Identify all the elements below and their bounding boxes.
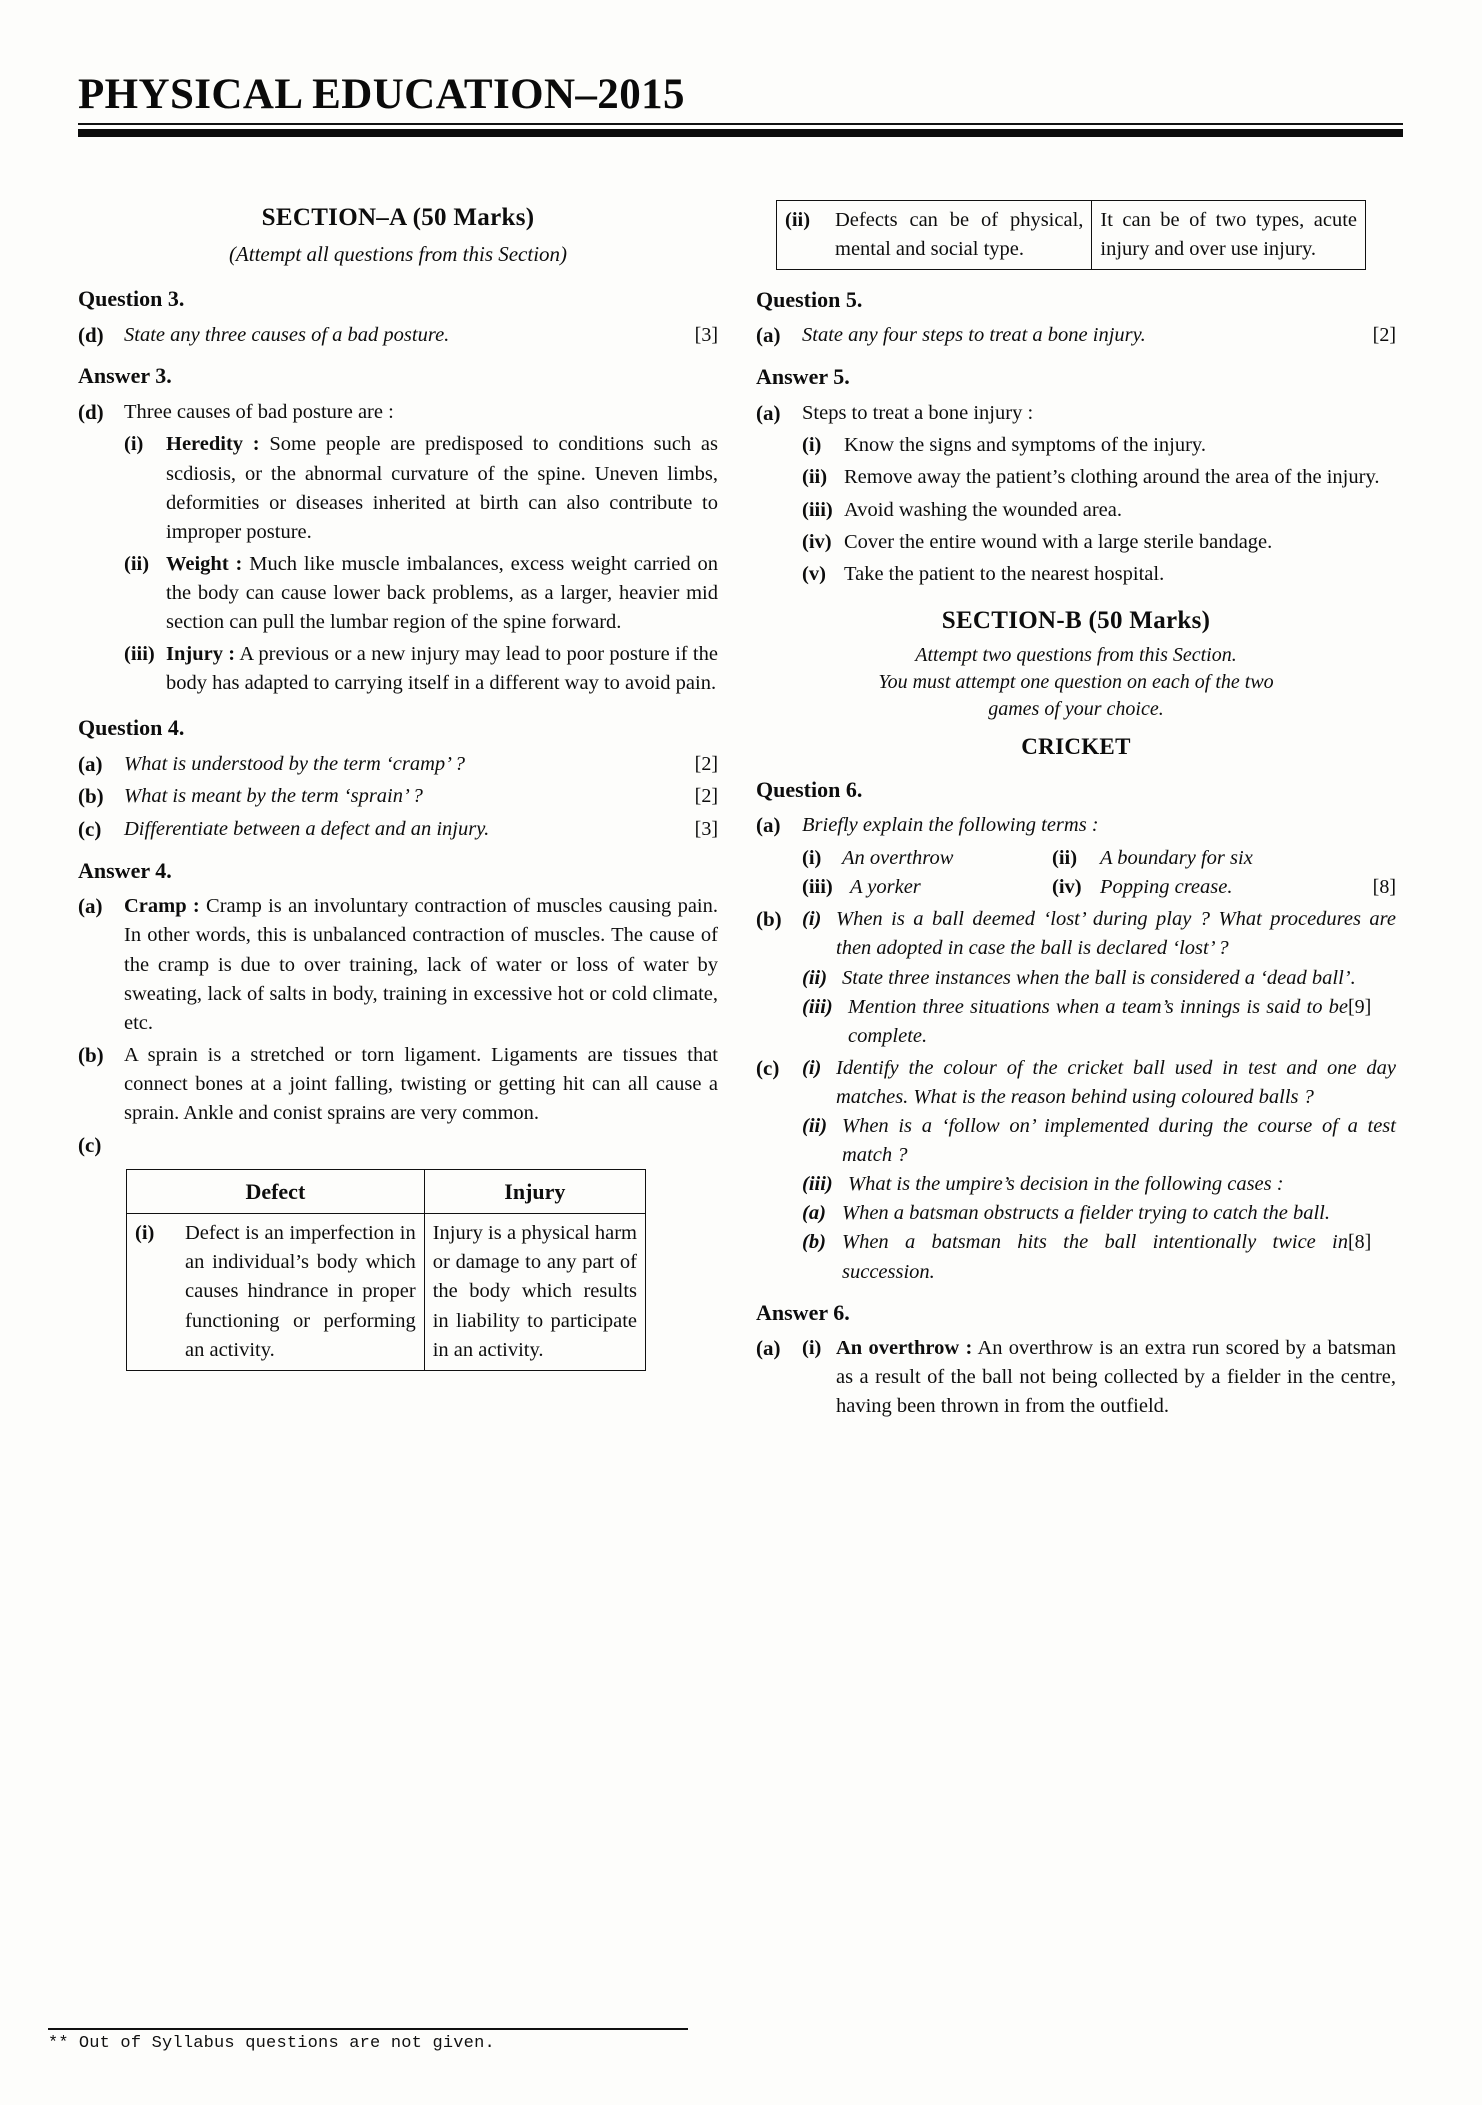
point-label: (iii) <box>802 498 833 521</box>
term-iv <box>1052 873 1348 902</box>
section-b-instruction-line-2: You must attempt one question on each of the two <box>878 671 1274 694</box>
answer-5-heading: Answer 5. <box>756 364 850 390</box>
item-marks: [8] <box>1348 1231 1372 1254</box>
point-term: Heredity : <box>166 433 260 456</box>
answer-3-lead <box>78 398 718 428</box>
answer-5-point-i <box>802 431 1396 460</box>
part-c-item-iii <box>802 1170 1396 1199</box>
table-header-row <box>127 1169 646 1213</box>
footnote-text: Out of Syllabus questions are not given. <box>78 2034 495 2053</box>
item-label: (d) <box>78 399 104 424</box>
point-label: (iii) <box>802 1173 833 1196</box>
question-6-heading: Question 6. <box>756 777 863 803</box>
point-body <box>836 1334 1396 1421</box>
question-4-heading: Question 4. <box>78 715 185 741</box>
part-b-item-i <box>802 905 1396 963</box>
point-label: (i) <box>802 1336 822 1359</box>
item-text: State any three causes of a bad posture. <box>124 323 450 346</box>
part-c-item-a <box>802 1199 1396 1228</box>
item-text: A sprain is a stretched or torn ligament. Ligaments are tissues that connect bones at a joint falling, twisting or getting hit can all cause a sprain. Ankle and conist sprains are very common. <box>124 1043 718 1125</box>
part-c-item-b <box>802 1228 1396 1286</box>
point-text: Take the patient to the nearest hospital. <box>844 562 1165 585</box>
item-label: (b) <box>756 907 782 932</box>
answer-5-lead <box>756 399 1396 429</box>
part-b-item-ii <box>802 964 1396 993</box>
answer-term: An overthrow : <box>836 1336 973 1359</box>
answer-3-point-ii <box>124 550 718 637</box>
answer-5-point-iii <box>802 496 1396 525</box>
answer-3-heading: Answer 3. <box>78 363 172 389</box>
footnote-rule <box>48 2028 688 2030</box>
point-text: When is a ‘follow on’ implemented during the course of a test match ? <box>842 1115 1396 1167</box>
question-3-item-d <box>78 321 718 351</box>
term-label: (i) <box>802 847 822 870</box>
item-marks: [2] <box>694 752 718 775</box>
point-label: (iv) <box>802 530 832 553</box>
term-i <box>802 844 1052 873</box>
item-label: (a) <box>78 894 103 919</box>
item-text: What is understood by the term ‘cramp’ ? <box>124 752 466 775</box>
point-label: (i) <box>802 908 822 931</box>
term-text: Popping crease. <box>1100 876 1233 899</box>
question-5-item-a <box>756 321 1396 351</box>
question-5-heading: Question 5. <box>756 287 863 313</box>
point-label: (ii) <box>802 966 828 989</box>
answer-6-part-a <box>756 1334 1396 1421</box>
point-label: (i) <box>802 434 822 457</box>
section-b-instruction-line-1: Attempt two questions from this Section. <box>915 644 1237 667</box>
row-number: (ii) <box>777 201 828 270</box>
term-text: A boundary for six <box>1100 847 1253 870</box>
item-text <box>124 892 718 1038</box>
item-marks: [3] <box>694 323 718 346</box>
item-label: (b) <box>78 784 104 809</box>
item-text: Three causes of bad posture are : <box>124 400 394 423</box>
header-rule-thin <box>78 123 1403 125</box>
part-c-item-i <box>802 1054 1396 1112</box>
point-label: (ii) <box>802 466 828 489</box>
answer-5-points <box>802 431 1396 589</box>
two-column-body <box>78 200 1418 1424</box>
item-label: (a) <box>78 751 103 776</box>
answer-3-point-i <box>124 430 718 546</box>
point-label: (i) <box>124 433 144 456</box>
footnote-line <box>48 2034 748 2053</box>
point-text: Cover the entire wound with a large sterile bandage. <box>844 530 1273 553</box>
item-label: (a) <box>756 813 781 838</box>
table-header-defect: Defect <box>127 1169 425 1213</box>
item-text: Differentiate between a defect and an injury. <box>124 818 490 841</box>
answer-5-point-iv <box>802 528 1396 557</box>
row-number: (i) <box>127 1214 178 1371</box>
point-body <box>166 550 718 637</box>
answer-5-point-v <box>802 560 1396 589</box>
section-a-heading: SECTION–A (50 Marks) <box>261 204 535 231</box>
question-4-item-c <box>78 815 718 845</box>
page-title: PHYSICAL EDUCATION–2015 <box>78 71 685 118</box>
point-label: (a) <box>802 1202 826 1225</box>
point-body <box>166 640 718 698</box>
section-b-instruction-line-3: games of your choice. <box>988 698 1164 721</box>
point-label: (ii) <box>802 1115 828 1138</box>
question-4-item-a <box>78 750 718 780</box>
point-text: When a batsman obstructs a fielder trying to catch the ball. <box>842 1202 1330 1225</box>
answer-4-part-b <box>78 1041 718 1128</box>
section-b-heading: SECTION-B (50 Marks) <box>941 606 1211 634</box>
point-term: Weight : <box>166 552 243 575</box>
point-text: State three instances when the ball is considered a ‘dead ball’. <box>842 966 1356 989</box>
point-label: (v) <box>802 562 826 585</box>
item-label: (b) <box>78 1042 104 1067</box>
term-label: (iv) <box>1052 876 1082 899</box>
cell-injury: Injury is a physical harm or damage to any part of the body which results in liability to participate in an activity. <box>424 1214 645 1371</box>
item-text: Briefly explain the following terms : <box>802 814 1099 837</box>
point-text: Much like muscle imbalances, excess weight carried on the body can cause lower back problems, as a larger, heavier mid section can pull the lumbar region of the spine forward. <box>166 552 718 634</box>
point-label: (i) <box>802 1056 822 1079</box>
question-6-part-a-terms <box>802 844 1396 902</box>
question-6-part-a <box>756 811 1396 841</box>
table-row <box>777 201 1366 270</box>
item-label: (c) <box>78 1133 102 1158</box>
table-header-injury: Injury <box>424 1169 645 1213</box>
point-label: (iii) <box>124 643 155 666</box>
answer-3-points <box>124 430 718 698</box>
answer-6-point-i <box>802 1334 1396 1421</box>
question-4-item-b <box>78 782 718 812</box>
right-column <box>756 200 1396 1424</box>
item-text: What is meant by the term ‘sprain’ ? <box>124 785 423 808</box>
term-text: An overthrow <box>842 847 954 870</box>
game-heading-cricket: CRICKET <box>1021 734 1131 760</box>
answer-5-point-ii <box>802 463 1396 492</box>
terms-row-2 <box>802 873 1396 902</box>
item-marks: [3] <box>694 818 718 841</box>
point-text: Avoid washing the wounded area. <box>844 498 1123 521</box>
point-label: (ii) <box>124 552 150 575</box>
answer-3-point-iii <box>124 640 718 698</box>
point-label: (iii) <box>802 995 833 1018</box>
point-text: Know the signs and symptoms of the injury. <box>844 434 1206 457</box>
item-label: (a) <box>756 1335 781 1360</box>
answer-text: An overthrow is an extra run scored by a batsman as a result of the ball not being collected by a fielder in the centre, having been thrown in from the outfield. <box>836 1336 1396 1418</box>
point-term: Injury : <box>166 643 236 666</box>
left-column <box>78 200 718 1424</box>
item-marks: [9] <box>1348 995 1372 1018</box>
item-marks: [2] <box>694 785 718 808</box>
term-label: (iii) <box>802 876 833 899</box>
footnote-marker: ** <box>48 2034 69 2053</box>
item-text: Steps to treat a bone injury : <box>802 401 1034 424</box>
point-body <box>166 430 718 546</box>
table-row <box>127 1214 646 1371</box>
term-iii <box>802 873 1052 902</box>
question-3-heading: Question 3. <box>78 286 185 312</box>
answer-4-part-c-label-row <box>78 1131 718 1161</box>
answer-text: Cramp is an involuntary contraction of muscles causing pain. In other words, this is unbalanced contraction of muscles. The cause of the cramp is due to over training, lack of water or loss of water by sweating, lack of salts in body, training in excessive hot or cold climate, etc. <box>124 895 718 1034</box>
item-label: (a) <box>756 400 781 425</box>
point-text: What is the umpire’s decision in the following cases : <box>848 1173 1284 1196</box>
cell-defect: Defects can be of physical, mental and social type. <box>827 201 1092 270</box>
point-text: Remove away the patient’s clothing around the area of the injury. <box>844 466 1380 489</box>
answer-4-heading: Answer 4. <box>78 858 172 884</box>
point-text: Mention three situations when a team’s innings is said to be complete. <box>848 995 1348 1047</box>
section-a-instruction: (Attempt all questions from this Section) <box>228 241 568 266</box>
point-label: (b) <box>802 1231 826 1254</box>
item-label: (d) <box>78 322 104 347</box>
point-text: A previous or a new injury may lead to poor posture if the body has adapted to carrying itself in a different way to avoid pain. <box>166 643 718 695</box>
footnote <box>48 2028 748 2053</box>
term-text: A yorker <box>850 876 921 899</box>
term-label: (ii) <box>1052 847 1078 870</box>
header-rule-thick <box>78 129 1403 137</box>
item-label: (c) <box>756 1055 780 1080</box>
term-ii <box>1052 844 1396 873</box>
defect-injury-table <box>126 1169 646 1371</box>
item-text: State any four steps to treat a bone injury. <box>802 324 1146 347</box>
item-label: (a) <box>756 323 781 348</box>
point-text: Some people are predisposed to conditions such as scdiosis, or the abnormal curvature of the spine. Uneven limbs, deformities or diseases inherited at birth can also contribute to improper posture. <box>166 433 718 543</box>
cell-injury: It can be of two types, acute injury and over use injury. <box>1092 201 1366 270</box>
question-6-part-c <box>756 1054 1396 1287</box>
point-text: Identify the colour of the cricket ball used in test and one day matches. What is the reason behind using coloured balls ? <box>836 1056 1396 1108</box>
defect-injury-table-continued <box>776 200 1366 270</box>
cell-defect: Defect is an imperfection in an individual’s body which causes hindrance in proper functioning or performing an activity. <box>177 1214 424 1371</box>
point-text: When a batsman hits the ball intentionally twice in succession. <box>842 1231 1348 1283</box>
answer-6-heading: Answer 6. <box>756 1299 850 1325</box>
answer-term: Cramp : <box>124 895 200 918</box>
part-b-item-iii <box>802 993 1396 1051</box>
item-label: (c) <box>78 817 102 842</box>
answer-4-part-a <box>78 892 718 1038</box>
point-text: When is a ball deemed ‘lost’ during play ? What procedures are then adopted in case the ball is declared ‘lost’ ? <box>836 908 1396 960</box>
terms-row-1 <box>802 844 1396 873</box>
part-c-item-ii <box>802 1112 1396 1170</box>
page-header <box>78 72 1408 137</box>
question-6-part-b <box>756 905 1396 1051</box>
item-marks: [8] <box>1372 876 1396 899</box>
item-marks: [2] <box>1372 324 1396 347</box>
